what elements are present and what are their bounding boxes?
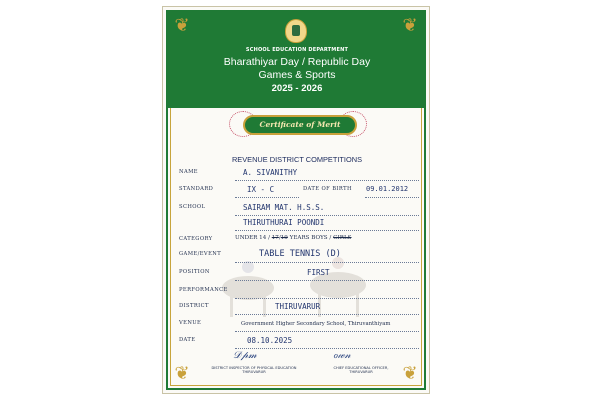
competition-level: REVENUE DISTRICT COMPETITIONS: [231, 155, 363, 164]
event-title: Bharathiyar Day / Republic Day: [223, 56, 371, 68]
right-signature-icon: ℴ𝓌𝓃: [333, 350, 351, 361]
game-event-value: TABLE TENNIS (D): [259, 249, 341, 259]
field-date: [179, 337, 419, 349]
performance-label: PERFORMANCE: [179, 287, 228, 293]
name-label: NAME: [179, 169, 198, 175]
game-event-label: GAME/EVENT: [179, 251, 222, 257]
category-label: CATEGORY: [179, 236, 213, 242]
field-venue: [179, 320, 419, 332]
field-school: [179, 204, 419, 216]
standard-value: IX - C: [247, 185, 275, 194]
field-name: [179, 169, 419, 181]
corner-ornament-icon: ❦: [402, 15, 418, 36]
district-value: THIRUVARUR: [275, 302, 321, 311]
certificate-of-merit-badge: Certificate of Merit: [243, 115, 357, 135]
name-value: A. SIVANITHY: [243, 168, 298, 177]
position-label: POSITION: [179, 269, 210, 275]
certificate: [162, 6, 430, 394]
corner-ornament-icon: ❦: [174, 15, 190, 36]
state-emblem-icon: [285, 19, 307, 43]
field-game-event: [179, 251, 419, 263]
field-performance: [179, 287, 419, 299]
department-name: SCHOOL EDUCATION DEPARTMENT: [245, 47, 349, 53]
date-value: 08.10.2025: [247, 336, 293, 345]
date-label: DATE: [179, 337, 196, 343]
field-position: [179, 269, 419, 281]
left-signature-icon: 𝒟𝓅𝓂: [233, 350, 257, 361]
dob-label: DATE OF BIRTH: [303, 186, 352, 192]
venue-label: VENUE: [179, 320, 202, 326]
right-signatory-title: CHIEF EDUCATIONAL OFFICER, THIRUVARUR: [333, 366, 389, 375]
left-signatory-title: DISTRICT INSPECTOR OF PHYSICAL EDUCATION THIRUVARUR: [211, 366, 297, 375]
event-subtitle: Games & Sports: [258, 69, 336, 81]
field-school-line2: [179, 219, 419, 231]
school-label: SCHOOL: [179, 204, 206, 210]
corner-ornament-icon: ❦: [402, 363, 418, 384]
field-standard: [179, 186, 419, 198]
standard-label: STANDARD: [179, 186, 214, 192]
school-value-line2: THIRUTHURAI POONDI: [243, 218, 325, 227]
corner-ornament-icon: ❦: [174, 363, 190, 384]
category-value: UNDER 14 / 17/19 YEARS BOYS / GIRLS: [235, 235, 352, 241]
school-value-line1: SAIRAM MAT. H.S.S.: [243, 203, 325, 212]
field-district: [179, 303, 419, 315]
venue-value: Government Higher Secondary School, Thiruvanthiyam: [241, 321, 391, 327]
academic-year: 2025 - 2026: [271, 83, 323, 94]
position-value: FIRST: [307, 268, 330, 277]
field-category: [179, 236, 419, 248]
district-label: DISTRICT: [179, 303, 209, 309]
dob-value: 09.01.2012: [366, 185, 409, 193]
